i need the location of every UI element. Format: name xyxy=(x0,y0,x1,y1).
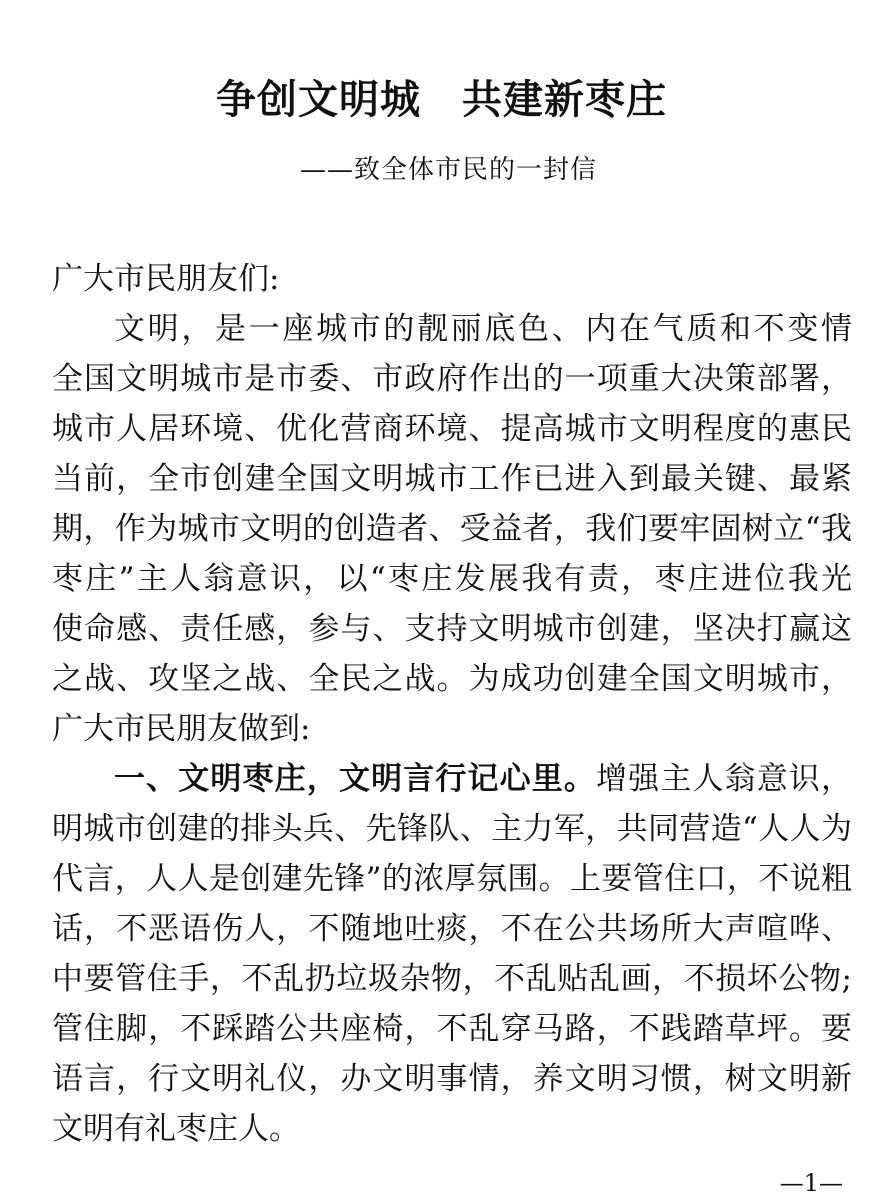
paragraph2-line: 明城市创建的排头兵、先锋队、主力军，共同营造“人人为 xyxy=(52,811,852,847)
paragraph1-line: 当前，全市创建全国文明城市工作已进入到最关键、最紧 xyxy=(52,461,852,497)
paragraph2-first-rest: 增强主人翁意识， xyxy=(596,761,852,797)
paragraph2-line: 语言，行文明礼仪，办文明事情，养文明习惯，树文明新 xyxy=(52,1061,852,1097)
paragraph2-line: 代言，人人是创建先锋”的浓厚氛围。上要管住口，不说粗 xyxy=(52,861,852,897)
document-title: 争创文明城 共建新枣庄 xyxy=(216,76,667,123)
paragraph2-line: 管住脚，不踩踏公共座椅，不乱穿马路，不践踏草坪。要 xyxy=(52,1011,852,1047)
paragraph1-line: 全国文明城市是市委、市政府作出的一项重大决策部署， xyxy=(52,361,852,397)
paragraph1-line: 使命感、责任感，参与、支持文明城市创建，坚决打赢这 xyxy=(52,611,852,647)
letter-body xyxy=(52,254,852,1154)
salutation: 广大市民朋友们: xyxy=(52,261,280,297)
section-heading: 一、文明枣庄，文明言行记心里。 xyxy=(114,761,597,797)
paragraph1-line: 枣庄”主人翁意识，以“枣庄发展我有责，枣庄进位我光 xyxy=(52,561,852,597)
page-number: —1— xyxy=(779,1169,843,1197)
paragraph1-line: 期，作为城市文明的创造者、受益者，我们要牢固树立“我 xyxy=(52,511,852,547)
document-subtitle: ——致全体市民的一封信 xyxy=(300,155,598,185)
paragraph1-line: 文明，是一座城市的靓丽底色、内在气质和不变情 xyxy=(114,311,852,347)
paragraph1-line: 城市人居环境、优化营商环境、提高城市文明程度的惠民 xyxy=(52,411,852,447)
paragraph2-line: 文明有礼枣庄人。 xyxy=(52,1111,300,1147)
paragraph2-line: 话，不恶语伤人，不随地吐痰，不在公共场所大声喧哗、 xyxy=(52,911,852,947)
paragraph2-first-line xyxy=(52,754,852,804)
paragraph1-line: 之战、攻坚之战、全民之战。为成功创建全国文明城市， xyxy=(52,661,852,697)
paragraph1-line: 广大市民朋友做到: xyxy=(52,711,311,747)
paragraph2-line: 中要管住手，不乱扔垃圾杂物，不乱贴乱画，不损坏公物; xyxy=(52,961,852,997)
